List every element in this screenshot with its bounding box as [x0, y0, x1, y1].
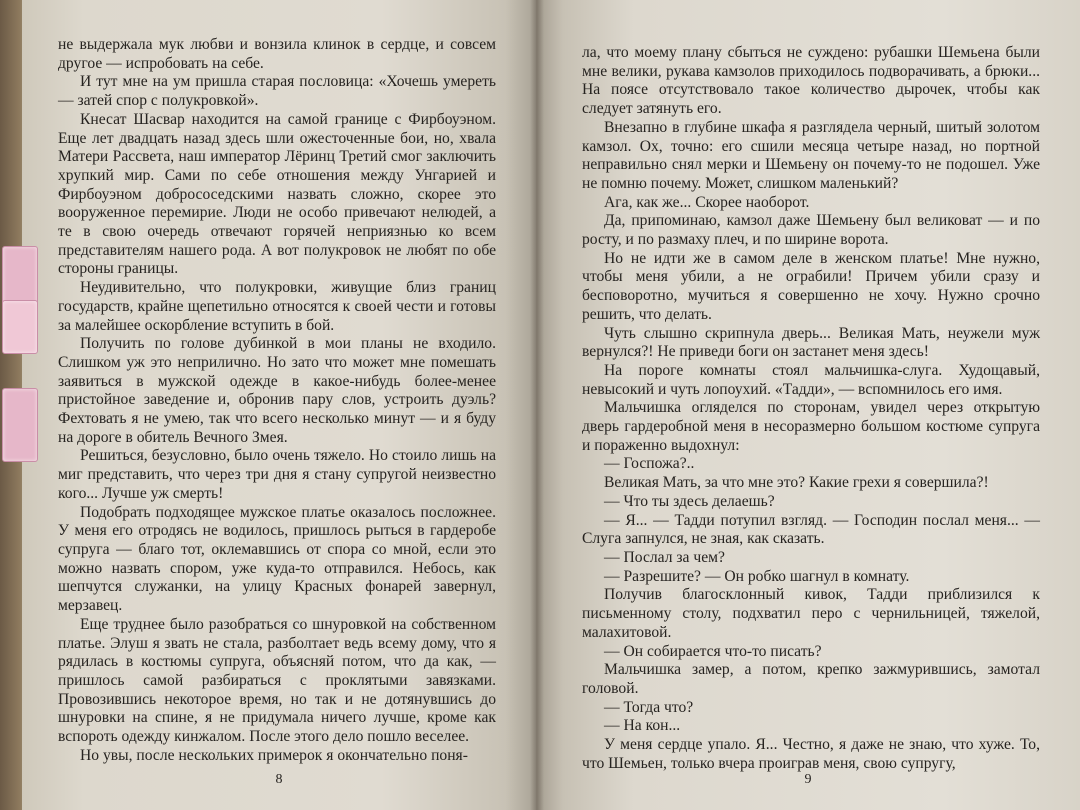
paragraph: — Послал за чем? — [604, 548, 725, 566]
paragraph: Получить по голове дубинкой в мои планы не входило. Слишком уж это неприлично. Но зато что может мне помешать заявиться в мужской одежде в какое-нибудь более-менее пристойное заведение и, обронив пару слов, устроить дуэль? Фехтовать я не умею, так что всего несколько минут — и я буду на дороге в обитель Вечного Змея. — [58, 335, 496, 446]
paragraph: Ага, как же... Скорее наоборот. — [604, 193, 810, 211]
paragraph: У меня сердце упало. Я... Честно, я даже не знаю, что хуже. То, что Шемьен, только вчера проиграв меня, свою супругу, — [582, 736, 1040, 772]
paragraph: — Госпожа?.. — [604, 455, 695, 473]
paragraph: не выдержала мук любви и вонзила клинок в сердце, и совсем другое — испробовать на себе. — [58, 36, 496, 72]
paragraph: Но не идти же в самом деле в женском платье! Мне нужно, чтобы меня убили, а не ограбили! Причем убили сразу и бесповоротно, мучиться я совершенно не хочу. Нужно срочно решить, что делать. — [582, 249, 1040, 323]
paragraph: — Я... — Тадди потупил взгляд. — Господин послал меня... — Слуга запнулся, не зная, как сказать. — [582, 511, 1040, 548]
right-page — [536, 0, 1080, 810]
paragraph: Внезапно в глубине шкафа я разглядела черный, шитый золотом камзол. Ох, точно: его сшили месяца четыре назад, но портной неправильно снял мерки и Шемьену он почему-то не подошел. Уже не помню почему. Может, слишком маленький? — [582, 118, 1040, 192]
paragraph: — Он собирается что-то писать? — [604, 642, 822, 660]
paragraph: Чуть слышно скрипнула дверь... Великая Мать, неужели муж вернулся?! Не приведи боги он застанет меня здесь! — [582, 324, 1040, 361]
paragraph: Великая Мать, за что мне это? Какие грехи я совершила?! — [604, 474, 989, 492]
paragraph: Мальчишка замер, а потом, крепко зажмурившись, замотал головой. — [582, 661, 1040, 697]
paragraph: ла, что моему плану сбыться не суждено: рубашки Шемьена были мне велики, рукава камзолов приходилось подворачивать, а брюки... На поясе отсутствовало такое количество дырочек, чтобы как следует затянуть его. — [582, 44, 1040, 118]
bookmark-clip — [2, 388, 38, 462]
paragraph: — Что ты здесь делаешь? — [604, 492, 775, 510]
left-page — [22, 0, 536, 810]
paragraph: Подобрать подходящее мужское платье оказалось посложнее. У меня его отродясь не водилось, пришлось рыться в гардеробе супруга — благо тот, оклемавшись от спора со мной, если это можно назвать спором, уже куда-то отправился. Небось, как шепчутся служанки, на улицу Красных фонарей завернул, мерзавец. — [58, 503, 496, 615]
right-page-text — [582, 44, 1040, 773]
paragraph: Мальчишка огляделся по сторонам, увидел через открытую дверь гардеробной меня в несоразмерно большом костюме супруга и пораженно выдохнул: — [582, 399, 1040, 454]
paragraph: На пороге комнаты стоял мальчишка-слуга. Худощавый, невысокий и чуть лопоухий. «Тадди», — вспомнилось его имя. — [582, 361, 1040, 398]
paragraph: Но увы, после нескольких примерок я окончательно поня- — [80, 746, 468, 764]
bookmark-clip — [2, 300, 38, 354]
paragraph: Решиться, безусловно, было очень тяжело. Но стоило лишь на миг представить, что через три дня я стану супругой неизвестно кого... Лучше уж смерть! — [58, 447, 496, 502]
paragraph: Неудивительно, что полукровки, живущие близ границ государств, крайне щепетильно относятся к своей чести и готовы за малейшее оскорбление вступить в бой. — [58, 279, 496, 334]
paragraph: Еще труднее было разобраться со шнуровкой на собственном платье. Элуш я звать не стала, разболтает ведь всему дому, что я рядилась в костюмы супруга, объясняй потом, что да как, — пришлось самой разбираться с проклятыми завязками. Провозившись некоторое время, но так и не дотянувшись до шнуровки на спине, я не придумала ничего лучше, кроме как вспороть одежду кинжалом. После этого дело пошло веселее. — [58, 615, 496, 746]
paragraph: — На кон... — [604, 717, 681, 735]
paragraph: — Разрешите? — Он робко шагнул в комнату. — [604, 567, 910, 585]
book-spine-shadow — [530, 0, 544, 810]
page-number-left: 8 — [275, 772, 283, 787]
paragraph: И тут мне на ум пришла старая пословица: «Хочешь умереть — затей спор с полукровкой». — [58, 73, 496, 110]
paragraph: Получив благосклонный кивок, Тадди приблизился к письменному столу, подхватил перо с чернильницей, тяжелой, малахитовой. — [582, 586, 1040, 641]
paragraph: — Тогда что? — [604, 698, 694, 716]
page-number-right: 9 — [804, 772, 812, 787]
bookmark-clip — [2, 246, 38, 308]
paragraph: Да, припоминаю, камзол даже Шемьену был великоват — и по росту, и по размаху плеч, и по ширине ворота. — [582, 212, 1040, 249]
paragraph: Кнесат Шасвар находится на самой границе с Фирбоуэном. Еще лет двадцать назад здесь шли ожесточенные бои, но, хвала Матери Рассвета, наш император Лёринц Третий смог заключить хрупкий мир. Сами по себе отношения между Унгарией и Фирбоуэном добрососедскими назвать сложно, скорее это вооруженное перемирие. Люди не особо привечают нелюдей, а те в свою очередь отвечают горячей неприязнью ко всем представителям нашего рода. А вот полукровок не любят по обе стороны границы. — [58, 110, 496, 278]
left-page-text — [58, 36, 496, 765]
